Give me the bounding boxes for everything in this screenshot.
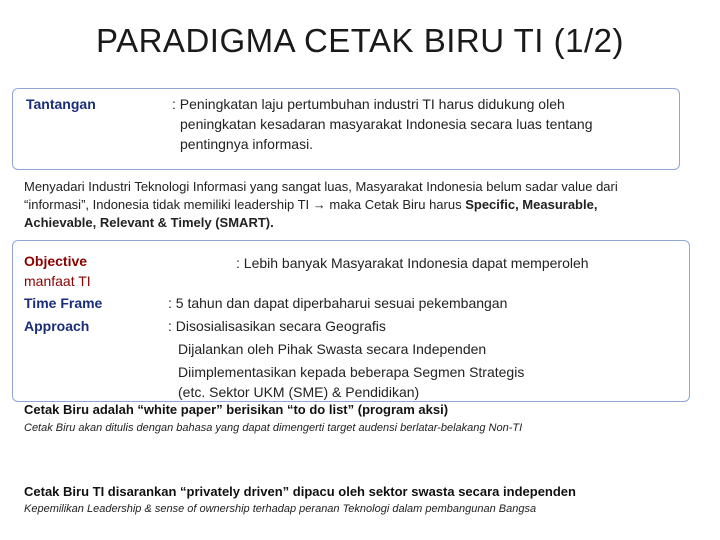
intro-smart-part-2: Achievable, Relevant & Timely (SMART).: [24, 215, 274, 230]
approach-line-1: : Disosialisasikan secara Geografis: [168, 318, 386, 334]
tantangan-line-1: : Peningkatan laju pertumbuhan industri TI harus didukung oleh: [172, 96, 565, 112]
tantangan-line-3: pentingnya informasi.: [180, 136, 314, 152]
white-paper-subnote: Cetak Biru akan ditulis dengan bahasa yang dapat dimengerti target audensi berlatar-belakang Non-TI: [24, 422, 523, 434]
privately-driven-note: Cetak Biru TI disarankan “privately driven” dipacu oleh sektor swasta secara independen: [24, 484, 576, 499]
intro-smart-part-1: Specific, Measurable,: [465, 197, 598, 212]
ownership-subnote: Kepemilikan Leadership & sense of ownership terhadap peranan Teknologi dalam pembangunan Bangsa: [24, 503, 537, 515]
tantangan-label: Tantangan: [26, 96, 96, 112]
intro-paragraph: [24, 178, 704, 232]
approach-label: Approach: [24, 318, 90, 334]
arrow-icon: →: [312, 197, 326, 212]
timeframe-value: : 5 tahun dan dapat diperbaharui sesuai pekembangan: [168, 295, 508, 311]
objective-sublabel: manfaat TI: [24, 273, 91, 289]
timeframe-label: Time Frame: [24, 295, 103, 311]
approach-line-4: (etc. Sektor UKM (SME) & Pendidikan): [178, 384, 420, 400]
intro-line-2-mid: maka Cetak Biru harus: [325, 197, 466, 212]
approach-line-2: Dijalankan oleh Pihak Swasta secara Independen: [178, 341, 487, 357]
white-paper-note: Cetak Biru adalah “white paper” berisikan “to do list” (program aksi): [24, 402, 449, 417]
intro-line-1: Menyadari Industri Teknologi Informasi yang sangat luas, Masyarakat Indonesia belum sadar value dari: [24, 179, 618, 194]
approach-line-3: Diimplementasikan kepada beberapa Segmen Strategis: [178, 364, 525, 380]
objective-value: : Lebih banyak Masyarakat Indonesia dapat memperoleh: [236, 255, 589, 271]
objective-label: Objective: [24, 253, 88, 269]
intro-line-2: [24, 196, 704, 214]
page-title: PARADIGMA CETAK BIRU TI (1/2): [96, 22, 624, 59]
intro-line-2-start: “informasi”, Indonesia tidak memiliki leadership TI: [24, 197, 313, 212]
tantangan-line-2: peningkatan kesadaran masyarakat Indonesia secara luas tentang: [180, 116, 593, 132]
